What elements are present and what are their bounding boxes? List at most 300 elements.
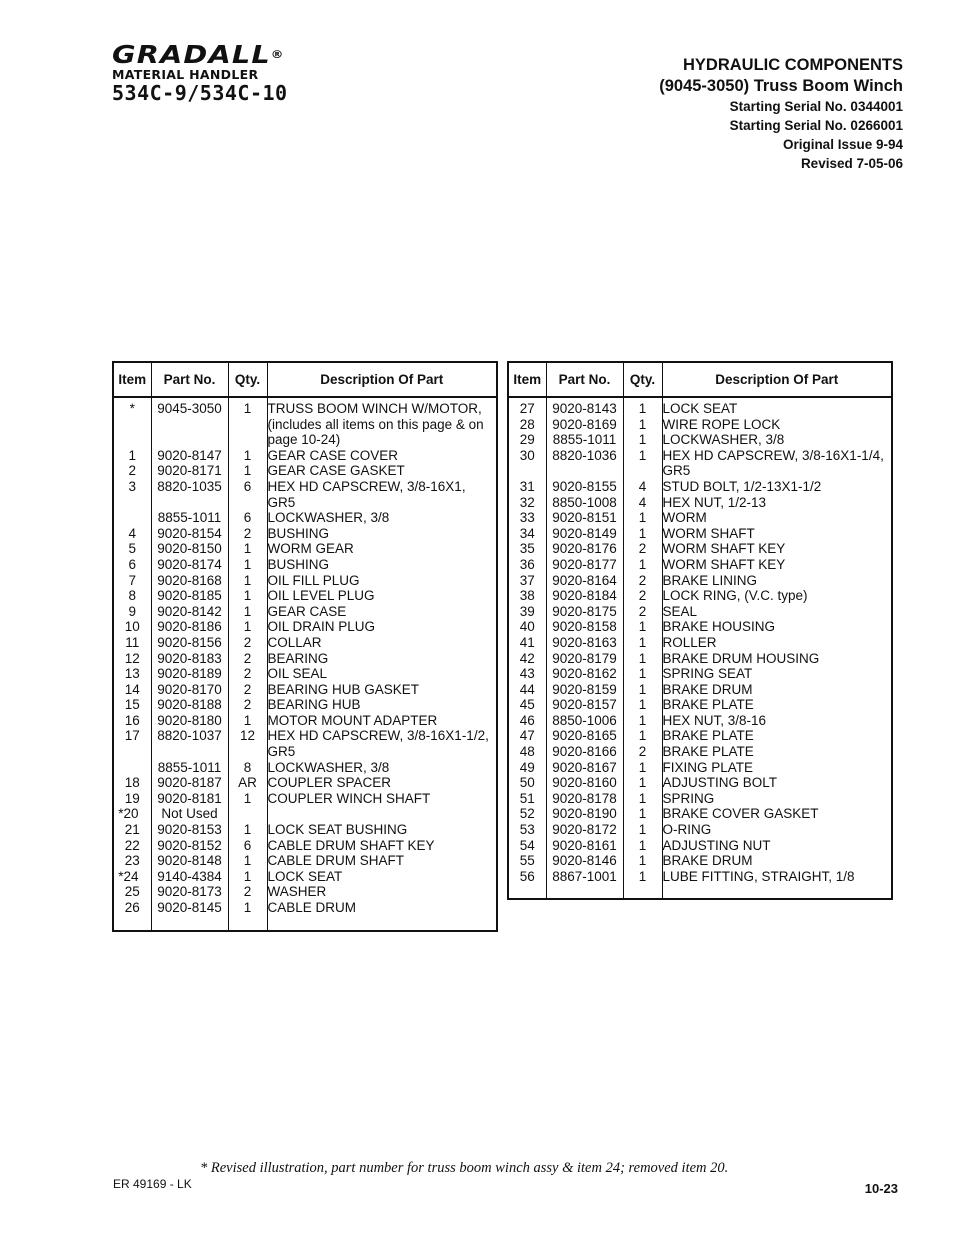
table-row <box>508 853 892 869</box>
gradall-logo <box>112 42 288 104</box>
description-cell: LOCKWASHER, 3/8 <box>267 510 390 526</box>
table-row <box>508 510 892 526</box>
part-number-cell: 9020-8147 <box>151 448 228 464</box>
item-cell: 31 <box>508 479 546 495</box>
qty-cell: 1 <box>228 900 267 931</box>
description-cell: CABLE DRUM <box>267 900 357 915</box>
table-row <box>113 869 497 885</box>
table-row <box>113 682 497 698</box>
part-number-cell: 9020-8178 <box>546 791 623 807</box>
qty-cell: 1 <box>623 682 662 698</box>
qty-cell: 4 <box>623 479 662 495</box>
qty-cell: 1 <box>623 806 662 822</box>
part-number-cell: 9020-8168 <box>151 573 228 589</box>
item-cell: 33 <box>508 510 546 526</box>
qty-cell: 1 <box>623 397 662 417</box>
part-number-cell: Not Used <box>151 806 228 822</box>
description-cell: BUSHING <box>267 556 330 572</box>
table-header-row <box>508 362 892 397</box>
part-number-cell: 9020-8176 <box>546 541 623 557</box>
table-row <box>508 806 892 822</box>
description-cell: BEARING HUB GASKET <box>267 681 420 697</box>
item-cell: 28 <box>508 417 546 433</box>
description-cell: ROLLER <box>662 634 717 650</box>
part-number-cell: 9020-8153 <box>151 822 228 838</box>
qty-cell: 2 <box>228 666 267 682</box>
part-number-cell: 8855-1011 <box>151 510 228 526</box>
part-number-cell: 9020-8173 <box>151 884 228 900</box>
logo-subtitle: MATERIAL HANDLER <box>112 67 259 82</box>
table-row <box>113 526 497 542</box>
qty-cell: 1 <box>623 651 662 667</box>
part-number-cell: 9020-8150 <box>151 541 228 557</box>
item-cell: *20 <box>113 806 151 822</box>
part-number-cell: 9020-8184 <box>546 588 623 604</box>
item-cell: 11 <box>113 635 151 651</box>
item-cell: 5 <box>113 541 151 557</box>
description-cell: GEAR CASE <box>267 603 347 619</box>
item-cell: 42 <box>508 651 546 667</box>
item-cell: 43 <box>508 666 546 682</box>
part-number-cell: 9020-8179 <box>546 651 623 667</box>
item-cell: 16 <box>113 713 151 729</box>
part-number-cell: 9020-8163 <box>546 635 623 651</box>
table-row <box>508 728 892 744</box>
qty-cell: 6 <box>228 838 267 854</box>
description-cell: BUSHING <box>267 525 330 541</box>
qty-cell: 1 <box>623 510 662 526</box>
qty-cell: 1 <box>228 463 267 479</box>
item-cell: 34 <box>508 526 546 542</box>
description-cell: HEX NUT, 1/2-13 <box>662 494 767 510</box>
table-row <box>113 760 497 776</box>
qty-cell: 2 <box>623 541 662 557</box>
qty-cell: 1 <box>623 557 662 573</box>
description-cell: HEX HD CAPSCREW, 3/8-16X1, GR5 <box>267 478 466 510</box>
qty-cell: 2 <box>623 744 662 760</box>
table-row <box>508 495 892 511</box>
description-cell: GEAR CASE GASKET <box>267 463 405 479</box>
item-cell: 1 <box>113 448 151 464</box>
part-number-cell: 9020-8169 <box>546 417 623 433</box>
part-number-cell: 9020-8156 <box>151 635 228 651</box>
table-row <box>508 619 892 635</box>
serial-number-1: Starting Serial No. 0344001 <box>729 99 903 114</box>
part-number-cell: 9020-8142 <box>151 604 228 620</box>
item-cell: 38 <box>508 588 546 604</box>
item-cell: 18 <box>113 775 151 791</box>
item-cell: 50 <box>508 775 546 791</box>
qty-cell: 1 <box>228 853 267 869</box>
part-number-cell: 9020-8171 <box>151 463 228 479</box>
item-cell: 15 <box>113 697 151 713</box>
page-title: HYDRAULIC COMPONENTS <box>682 56 903 74</box>
part-number-cell: 9020-8164 <box>546 573 623 589</box>
item-cell: 37 <box>508 573 546 589</box>
description-cell: OIL DRAIN PLUG <box>267 619 376 635</box>
part-number-cell: 9020-8187 <box>151 775 228 791</box>
qty-cell: 1 <box>623 432 662 448</box>
description-cell: BRAKE PLATE <box>662 728 754 744</box>
qty-cell: 8 <box>228 760 267 776</box>
table-row <box>508 838 892 854</box>
item-cell: 21 <box>113 822 151 838</box>
qty-cell: 1 <box>228 604 267 620</box>
item-cell: 2 <box>113 463 151 479</box>
table-row <box>508 432 892 448</box>
qty-cell: 1 <box>228 588 267 604</box>
description-cell: BRAKE LINING <box>662 572 758 588</box>
description-cell: COUPLER SPACER <box>267 775 392 791</box>
description-cell: WORM GEAR <box>267 541 354 557</box>
table-row <box>113 557 497 573</box>
qty-cell: 1 <box>228 397 267 448</box>
description-cell: COUPLER WINCH SHAFT <box>267 790 431 806</box>
qty-cell: 2 <box>228 697 267 713</box>
qty-cell: 1 <box>623 713 662 729</box>
item-cell: 22 <box>113 838 151 854</box>
part-number-cell: 9020-8190 <box>546 806 623 822</box>
description-cell: HEX NUT, 3/8-16 <box>662 712 767 728</box>
qty-cell: 6 <box>228 510 267 526</box>
item-cell: 55 <box>508 853 546 869</box>
description-cell: HEX HD CAPSCREW, 3/8-16X1-1/4, GR5 <box>662 447 884 479</box>
page-number: 10-23 <box>864 1181 898 1196</box>
item-cell: 9 <box>113 604 151 620</box>
qty-cell: 1 <box>228 448 267 464</box>
item-cell: * <box>113 397 151 448</box>
table-row <box>508 573 892 589</box>
part-number-cell: 9020-8166 <box>546 744 623 760</box>
column-header-item: Item <box>113 362 151 397</box>
qty-cell: 1 <box>623 822 662 838</box>
qty-cell: 1 <box>228 869 267 885</box>
table-row <box>508 397 892 417</box>
revision-note: * Revised illustration, part number for truss boom winch assy & item 24; removed item 20. <box>200 1160 729 1176</box>
description-cell: OIL LEVEL PLUG <box>267 588 375 604</box>
part-number-cell: 9045-3050 <box>151 397 228 448</box>
part-number-cell: 9020-8160 <box>546 775 623 791</box>
qty-cell: 2 <box>623 588 662 604</box>
column-header-description: Description Of Part <box>662 362 892 397</box>
item-cell: 41 <box>508 635 546 651</box>
item-cell: 39 <box>508 604 546 620</box>
table-row <box>508 682 892 698</box>
qty-cell: 1 <box>623 760 662 776</box>
qty-cell: 1 <box>228 791 267 807</box>
item-cell: 29 <box>508 432 546 448</box>
description-cell <box>267 806 497 822</box>
item-cell: 52 <box>508 806 546 822</box>
part-number-cell: 9020-8183 <box>151 651 228 667</box>
part-number-cell: 9020-8172 <box>546 822 623 838</box>
part-number-cell: 8855-1011 <box>151 760 228 776</box>
qty-cell: 1 <box>228 573 267 589</box>
table-row <box>113 884 497 900</box>
description-cell: TRUSS BOOM WINCH W/MOTOR, (includes all items on this page & on page 10-24) <box>267 401 484 448</box>
parts-table-right-body <box>508 397 892 899</box>
table-row <box>508 666 892 682</box>
table-header-row <box>113 362 497 397</box>
table-row <box>113 806 497 822</box>
part-number-cell: 9020-8165 <box>546 728 623 744</box>
qty-cell: 1 <box>623 619 662 635</box>
qty-cell: 12 <box>228 728 267 759</box>
column-header-item: Item <box>508 362 546 397</box>
table-row <box>113 397 497 448</box>
part-number-cell: 9020-8185 <box>151 588 228 604</box>
item-cell: 14 <box>113 682 151 698</box>
table-row <box>508 448 892 479</box>
item-cell: 48 <box>508 744 546 760</box>
item-cell: 13 <box>113 666 151 682</box>
item-cell: 51 <box>508 791 546 807</box>
part-number-cell: 9020-8180 <box>151 713 228 729</box>
table-row <box>508 635 892 651</box>
qty-cell <box>228 806 267 822</box>
part-number-cell: 9020-8167 <box>546 760 623 776</box>
table-row <box>113 697 497 713</box>
description-cell: WORM SHAFT <box>662 525 755 541</box>
item-cell: 53 <box>508 822 546 838</box>
part-number-cell: 8867-1001 <box>546 869 623 900</box>
part-number-cell: 9020-8157 <box>546 697 623 713</box>
item-cell: 30 <box>508 448 546 479</box>
table-row <box>508 588 892 604</box>
qty-cell: 1 <box>228 619 267 635</box>
part-number-cell: 9020-8149 <box>546 526 623 542</box>
description-cell: OIL SEAL <box>267 666 328 682</box>
item-cell: 49 <box>508 760 546 776</box>
item-cell: *24 <box>113 869 151 885</box>
description-cell: BRAKE DRUM HOUSING <box>662 650 820 666</box>
description-cell: GEAR CASE COVER <box>267 447 399 463</box>
description-cell: SEAL <box>662 603 698 619</box>
item-cell: 36 <box>508 557 546 573</box>
qty-cell: 1 <box>228 822 267 838</box>
table-row <box>113 713 497 729</box>
qty-cell: 1 <box>623 728 662 744</box>
description-cell: CABLE DRUM SHAFT KEY <box>267 837 435 853</box>
description-cell: LOCKWASHER, 3/8 <box>267 759 390 775</box>
item-cell: 17 <box>113 728 151 759</box>
qty-cell: 2 <box>228 635 267 651</box>
description-cell: BRAKE PLATE <box>662 744 754 760</box>
table-row <box>508 417 892 433</box>
table-row <box>113 573 497 589</box>
table-row <box>113 838 497 854</box>
description-cell: WORM SHAFT KEY <box>662 541 786 557</box>
table-row <box>508 760 892 776</box>
description-cell: SPRING SEAT <box>662 666 753 682</box>
item-cell: 44 <box>508 682 546 698</box>
description-cell: WORM <box>662 510 707 526</box>
qty-cell: 1 <box>623 526 662 542</box>
item-cell: 35 <box>508 541 546 557</box>
part-number-cell: 9020-8143 <box>546 397 623 417</box>
item-cell: 47 <box>508 728 546 744</box>
item-cell <box>113 510 151 526</box>
qty-cell: 1 <box>623 838 662 854</box>
table-row <box>113 604 497 620</box>
item-cell: 12 <box>113 651 151 667</box>
qty-cell: 1 <box>228 557 267 573</box>
item-cell: 6 <box>113 557 151 573</box>
table-row <box>113 635 497 651</box>
qty-cell: 6 <box>228 479 267 510</box>
description-cell: LOCK SEAT BUSHING <box>267 822 408 838</box>
item-cell: 4 <box>113 526 151 542</box>
page-header <box>659 55 903 173</box>
part-number-cell: 9020-8158 <box>546 619 623 635</box>
description-cell: LOCK SEAT <box>267 868 343 884</box>
part-number-cell: 8820-1035 <box>151 479 228 510</box>
part-number-cell: 9020-8186 <box>151 619 228 635</box>
description-cell: FIXING PLATE <box>662 759 754 775</box>
item-cell: 54 <box>508 838 546 854</box>
table-row <box>113 619 497 635</box>
item-cell: 10 <box>113 619 151 635</box>
qty-cell: 1 <box>623 417 662 433</box>
qty-cell: 1 <box>623 666 662 682</box>
description-cell: BEARING <box>267 650 329 666</box>
part-number-cell: 9020-8151 <box>546 510 623 526</box>
description-cell: BRAKE PLATE <box>662 697 754 713</box>
qty-cell: AR <box>228 775 267 791</box>
qty-cell: 1 <box>623 869 662 900</box>
table-row <box>508 697 892 713</box>
part-number-cell: 9020-8152 <box>151 838 228 854</box>
part-number-cell: 8820-1036 <box>546 448 623 479</box>
description-cell: COLLAR <box>267 634 322 650</box>
part-number-cell: 8820-1037 <box>151 728 228 759</box>
column-header-qty: Qty. <box>228 362 267 397</box>
qty-cell: 1 <box>228 713 267 729</box>
description-cell: BRAKE DRUM <box>662 853 753 869</box>
description-cell: BRAKE HOUSING <box>662 619 776 635</box>
description-cell: BEARING HUB <box>267 697 361 713</box>
er-code: ER 49169 - LK <box>113 1177 192 1191</box>
table-row <box>508 744 892 760</box>
table-row <box>113 479 497 510</box>
table-row <box>113 651 497 667</box>
qty-cell: 2 <box>623 604 662 620</box>
serial-number-2: Starting Serial No. 0266001 <box>729 118 903 133</box>
item-cell: 32 <box>508 495 546 511</box>
part-number-cell: 9020-8155 <box>546 479 623 495</box>
qty-cell: 1 <box>623 775 662 791</box>
item-cell: 46 <box>508 713 546 729</box>
part-number-cell: 9020-8145 <box>151 900 228 931</box>
description-cell: WASHER <box>267 884 327 900</box>
table-row <box>508 822 892 838</box>
qty-cell: 2 <box>623 573 662 589</box>
item-cell <box>113 760 151 776</box>
part-number-cell: 9020-8162 <box>546 666 623 682</box>
parts-table-right <box>507 361 893 900</box>
description-cell: HEX HD CAPSCREW, 3/8-16X1-1/2, GR5 <box>267 728 489 760</box>
qty-cell: 2 <box>228 526 267 542</box>
table-row <box>508 541 892 557</box>
description-cell: ADJUSTING NUT <box>662 837 771 853</box>
description-cell: ADJUSTING BOLT <box>662 775 778 791</box>
logo-model: 534C-9/534C-10 <box>112 81 288 105</box>
column-header-part-no: Part No. <box>151 362 228 397</box>
qty-cell: 1 <box>623 448 662 479</box>
qty-cell: 1 <box>623 853 662 869</box>
item-cell: 45 <box>508 697 546 713</box>
qty-cell: 2 <box>228 884 267 900</box>
table-row <box>113 791 497 807</box>
table-row <box>113 900 497 931</box>
description-cell: LOCK RING, (V.C. type) <box>662 588 808 604</box>
qty-cell: 1 <box>623 791 662 807</box>
part-number-cell: 9020-8188 <box>151 697 228 713</box>
item-cell: 19 <box>113 791 151 807</box>
page-subtitle: (9045-3050) Truss Boom Winch <box>659 77 903 95</box>
item-cell: 27 <box>508 397 546 417</box>
description-cell: BRAKE DRUM <box>662 681 753 697</box>
table-row <box>113 463 497 479</box>
table-row <box>113 588 497 604</box>
item-cell: 56 <box>508 869 546 900</box>
part-number-cell: 8855-1011 <box>546 432 623 448</box>
table-row <box>113 541 497 557</box>
table-row <box>508 557 892 573</box>
table-row <box>508 791 892 807</box>
table-row <box>508 869 892 900</box>
table-row <box>113 448 497 464</box>
table-row <box>113 822 497 838</box>
description-cell: SPRING <box>662 790 715 806</box>
description-cell: O-RING <box>662 822 712 838</box>
item-cell: 8 <box>113 588 151 604</box>
qty-cell: 1 <box>228 541 267 557</box>
description-cell: LOCK SEAT <box>662 401 738 416</box>
table-row <box>508 479 892 495</box>
column-header-qty: Qty. <box>623 362 662 397</box>
description-cell: BRAKE COVER GASKET <box>662 806 819 822</box>
description-cell: CABLE DRUM SHAFT <box>267 853 405 869</box>
table-row <box>508 526 892 542</box>
description-cell: OIL FILL PLUG <box>267 572 360 588</box>
part-number-cell: 9020-8154 <box>151 526 228 542</box>
table-row <box>508 604 892 620</box>
table-row <box>508 651 892 667</box>
description-cell: MOTOR MOUNT ADAPTER <box>267 712 438 728</box>
item-cell: 25 <box>113 884 151 900</box>
item-cell: 40 <box>508 619 546 635</box>
parts-table-left <box>112 361 498 932</box>
logo-brand-text: GRADALL <box>112 40 271 69</box>
original-issue: Original Issue 9-94 <box>782 137 903 152</box>
column-header-description: Description Of Part <box>267 362 497 397</box>
table-row <box>113 510 497 526</box>
column-header-part-no: Part No. <box>546 362 623 397</box>
table-row <box>508 713 892 729</box>
table-row <box>508 775 892 791</box>
part-number-cell: 8850-1006 <box>546 713 623 729</box>
part-number-cell: 8850-1008 <box>546 495 623 511</box>
revised-date: Revised 7-05-06 <box>800 156 903 171</box>
description-cell: WORM SHAFT KEY <box>662 556 786 572</box>
item-cell: 26 <box>113 900 151 931</box>
part-number-cell: 9020-8159 <box>546 682 623 698</box>
qty-cell: 1 <box>623 635 662 651</box>
part-number-cell: 9020-8189 <box>151 666 228 682</box>
registered-mark: ® <box>270 48 285 61</box>
parts-table-left-body <box>113 397 497 931</box>
